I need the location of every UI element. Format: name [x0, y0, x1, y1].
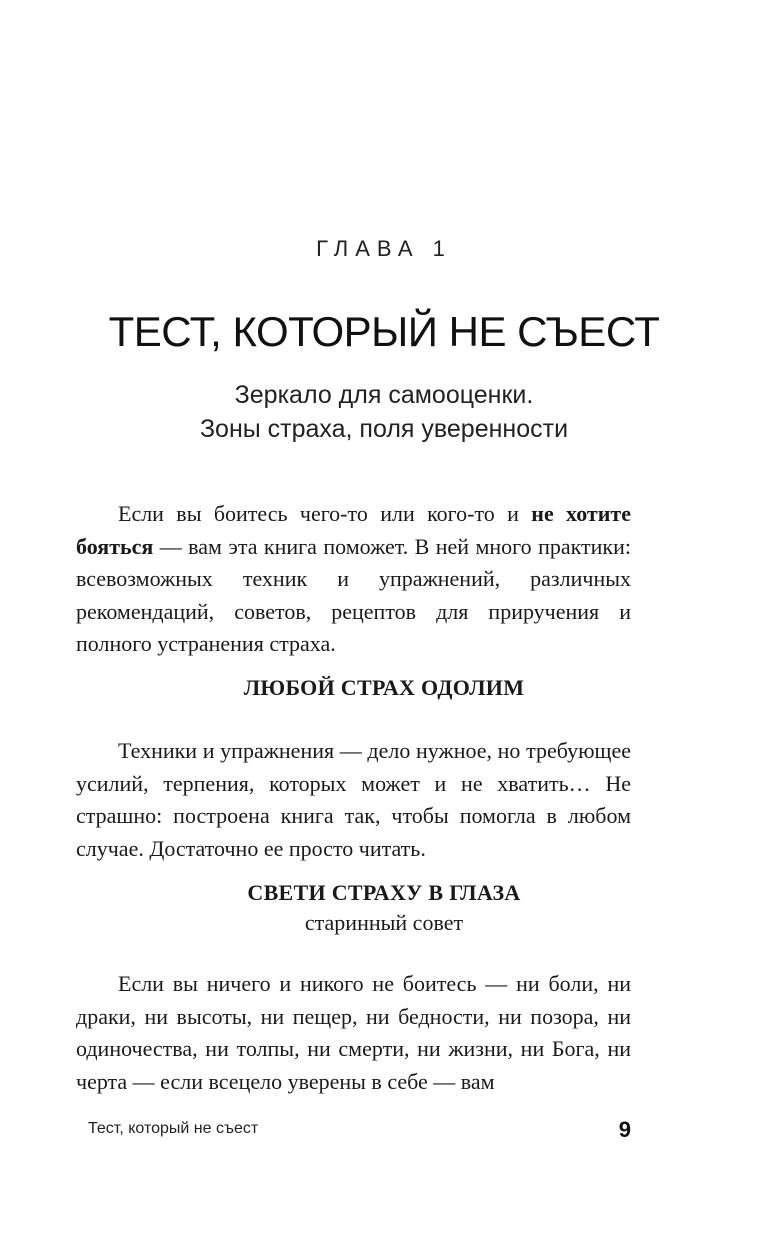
chapter-subtitle: [0, 378, 768, 446]
paragraph-intro-end: — вам эта книга поможет. В ней много практики: всевозможных техник и упражнений, различных рекомендаций, советов, рецептов для приручения и полного устранения страха.: [76, 533, 631, 656]
paragraph-fearless: [76, 968, 631, 1098]
paragraph-fearless-text: Если вы ничего и никого не боитесь — ни боли, ни драки, ни высоты, ни пещер, ни бедности, ни позора, ни одиночества, ни толпы, ни смерти, ни жизни, ни Бога, ни черта — если всецело уверены в себе — вам: [76, 971, 631, 1094]
page-number: 9: [618, 1117, 631, 1142]
section-subheading-2: старинный совет: [304, 910, 464, 935]
paragraph-intro-emphasis: не хотите бояться: [76, 501, 631, 559]
subtitle-line-2: Зоны страха, поля уверенности: [199, 415, 569, 443]
subtitle-line-1: Зеркало для самооценки.: [234, 381, 534, 409]
section-heading-2: СВЕТИ СТРАХУ В ГЛАЗА: [247, 880, 521, 905]
section-heading-1: ЛЮБОЙ СТРАХ ОДОЛИМ: [243, 675, 525, 700]
running-footer-title: Тест, который не съест: [88, 1120, 259, 1137]
chapter-label: ГЛАВА 1: [316, 236, 452, 261]
paragraph-techniques: [76, 735, 631, 865]
paragraph-intro-start: Если вы боитесь чего-то или кого-то и: [118, 501, 532, 526]
paragraph-techniques-text: Техники и упражнения — дело нужное, но требующее усилий, терпения, которых может и не хватить… Не страшно: построена книга так, чтобы помогла в любом случае. Достаточно ее просто читать.: [76, 738, 631, 861]
chapter-title: ТЕСТ, КОТОРЫЙ НЕ СЪЕСТ: [108, 308, 660, 355]
paragraph-intro: [76, 498, 631, 661]
paragraph-intro-text: [76, 498, 631, 661]
